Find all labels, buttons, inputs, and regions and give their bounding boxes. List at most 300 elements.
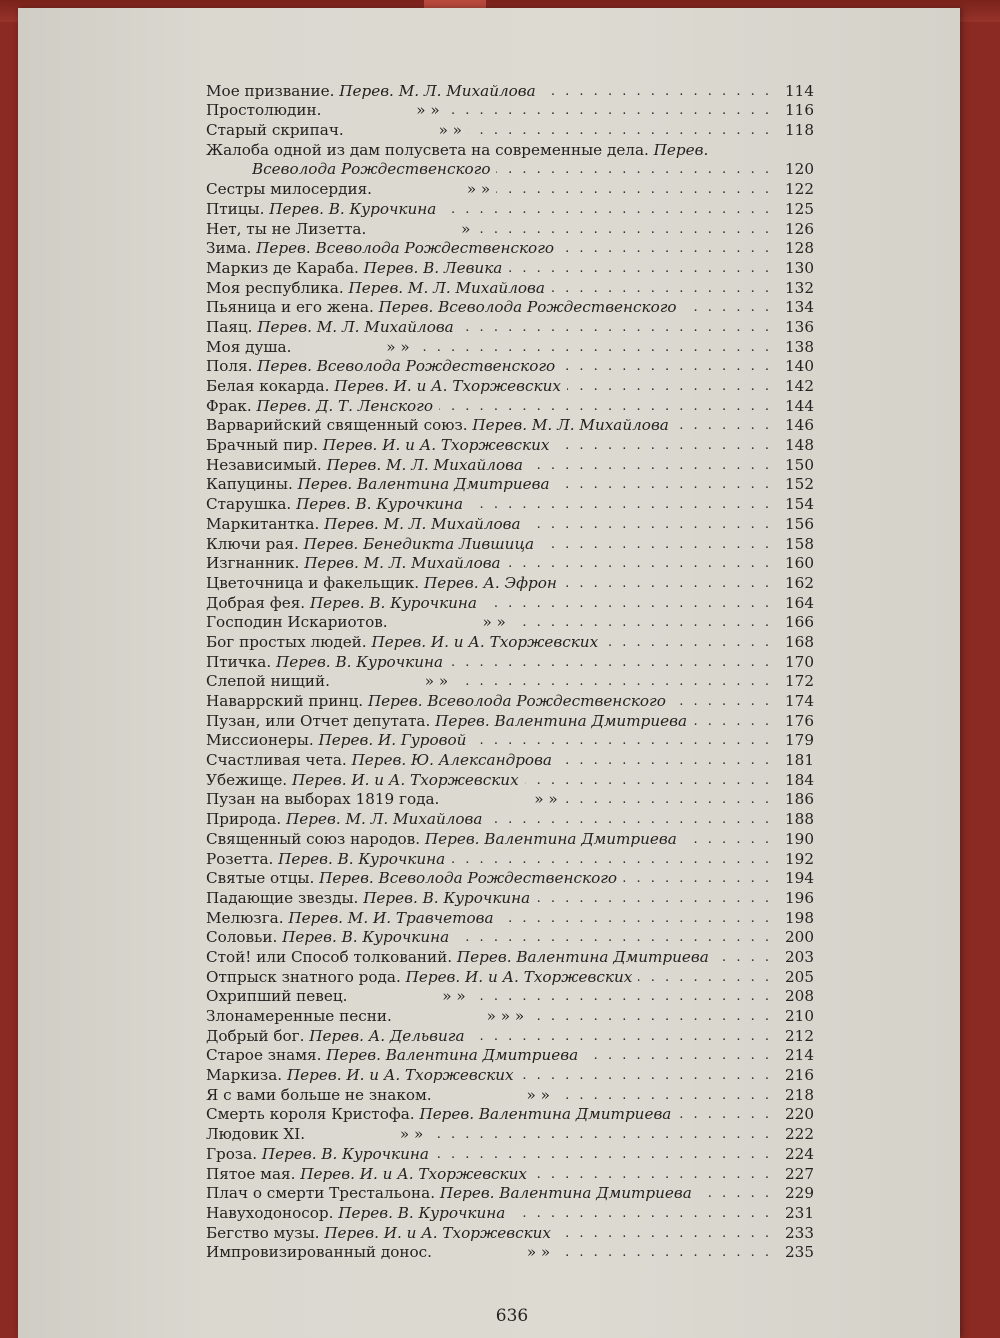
dot-leader (638, 970, 772, 984)
toc-entry (206, 848, 814, 868)
toc-entry (206, 1084, 814, 1104)
entry-title: Маркиз де Караба. (206, 259, 359, 277)
entry-page-number: 200 (785, 928, 814, 947)
entry-title: Нет, ты не Лизетта. (206, 220, 367, 238)
entry-text (206, 280, 545, 297)
entry-title: Смерть короля Кристофа. (206, 1106, 415, 1124)
entry-title: Жалоба одной из дам полусвета на современные дела. (206, 141, 649, 159)
entry-page-number: 118 (785, 121, 814, 140)
entry-title: Мое призвание. (206, 82, 335, 100)
entry-page-number: 154 (785, 495, 814, 514)
toc-entry (206, 297, 814, 317)
toc-entry (206, 395, 814, 415)
entry-title: Сестры милосердия. (206, 181, 372, 199)
entry-translator: Перев. Всеволода Рождественского (257, 358, 556, 376)
dot-leader (556, 1245, 772, 1259)
entry-title: Независимый. (206, 456, 322, 474)
entry-page-number: 160 (785, 554, 814, 573)
entry-text (206, 221, 470, 238)
entry-title: Поля. (206, 358, 253, 376)
toc-entry (206, 927, 814, 947)
entry-page-number: 168 (785, 632, 814, 651)
entry-text (206, 791, 558, 808)
dot-leader (555, 438, 772, 452)
entry-page-number: 231 (785, 1203, 814, 1222)
entry-page-number: 132 (785, 278, 814, 297)
entry-translator: » » (399, 1126, 424, 1144)
entry-page-number: 122 (785, 180, 814, 199)
entry-title: Старое знамя. (206, 1047, 322, 1065)
entry-text (206, 437, 549, 454)
toc-entry (206, 1064, 814, 1084)
dot-leader (429, 1127, 772, 1141)
dot-leader (604, 635, 772, 649)
toc-entry (206, 887, 814, 907)
entry-title: Старушка. (206, 496, 292, 514)
entry-translator: Перев. Валентина Дмитриева (424, 830, 677, 848)
entry-text (206, 1126, 423, 1143)
toc-entry (206, 533, 814, 553)
entry-text (206, 1185, 692, 1202)
entry-page-number: 229 (785, 1184, 814, 1203)
entry-title: Злонамеренные песни. (206, 1008, 392, 1025)
entry-translator: Перев. Валентина Дмитриева (419, 1106, 672, 1124)
entry-translator: Перев. В. Курочкина (296, 496, 464, 514)
entry-translator: Перев. И. Гуровой (318, 732, 467, 750)
dot-leader (623, 871, 772, 885)
toc-entry (206, 375, 814, 395)
dot-leader (557, 1226, 772, 1240)
table-of-contents (206, 80, 814, 1261)
entry-text (206, 673, 448, 690)
dot-leader (567, 379, 772, 393)
dot-leader (468, 123, 772, 137)
entry-title: Людовик XI. (206, 1126, 306, 1144)
entry-translator: Перев. Бенедикта Лившица (303, 535, 535, 553)
entry-translator: » » (534, 791, 558, 809)
entry-translator: Перев. Всеволода Рождественского (378, 299, 677, 317)
dot-leader (451, 852, 772, 866)
entry-translator: Перев. М. Л. Михайлова (348, 279, 545, 297)
entry-title: Гроза. (206, 1145, 258, 1163)
entry-title: Пьяница и его жена. (206, 299, 374, 317)
entry-text (206, 122, 462, 139)
page-number: 636 (495, 1306, 529, 1326)
toc-entry (206, 789, 814, 809)
entry-text (206, 260, 502, 277)
entry-translator: Перев. Валентина Дмитриева (297, 476, 550, 494)
entry-page-number: 194 (785, 869, 814, 888)
entry-translator: Перев. А. Эфрон (423, 574, 557, 592)
toc-entry (206, 553, 814, 573)
toc-entry (206, 710, 814, 730)
dot-leader (455, 930, 772, 944)
toc-entry (206, 572, 814, 592)
entry-title: Изгнанник. (206, 555, 300, 573)
entry-title: Импровизированный донос. (206, 1244, 432, 1262)
entry-page-number: 126 (785, 219, 814, 238)
dot-leader (449, 655, 772, 669)
dot-leader (527, 517, 772, 531)
dot-leader (472, 733, 772, 747)
dot-leader (469, 497, 772, 511)
dot-leader (536, 891, 772, 905)
entry-title: Навуходоносор. (206, 1204, 334, 1222)
entry-title: Птицы. (206, 200, 265, 218)
entry-text (252, 161, 490, 178)
dot-leader (416, 340, 772, 354)
entry-text (206, 575, 557, 592)
entry-page-number: 172 (785, 672, 814, 691)
toc-entry (206, 671, 814, 691)
entry-text (206, 201, 436, 218)
entry-title: Маркитантка. (206, 515, 320, 533)
entry-page-number: 156 (785, 514, 814, 533)
entry-text (206, 1028, 465, 1045)
entry-translator: » » (526, 1244, 551, 1262)
entry-translator: Перев. Всеволода Рождественского (256, 240, 555, 258)
dot-leader (508, 261, 772, 275)
entry-title: Зима. (206, 240, 252, 258)
entry-text (206, 1166, 527, 1183)
entry-page-number: 142 (785, 377, 814, 395)
dot-leader (530, 1009, 772, 1023)
entry-title: Пузан на выборах 1819 года. (206, 791, 440, 809)
toc-entry (206, 257, 814, 277)
entry-text (206, 240, 554, 257)
toc-entry (206, 1025, 814, 1045)
dot-leader (471, 1029, 772, 1043)
toc-entry (206, 454, 814, 474)
entry-text (206, 536, 534, 553)
entry-translator: Перев. В. Курочкина (261, 1145, 429, 1163)
entry-title: Я с вами больше не знаком. (206, 1086, 432, 1104)
entry-page-number: 134 (785, 298, 814, 317)
entry-title: Добрая фея. (206, 594, 306, 612)
toc-entry (206, 178, 814, 198)
entry-page-number: 203 (785, 947, 814, 966)
entry-page-number: 212 (785, 1026, 814, 1045)
entry-text (206, 870, 617, 887)
entry-title: Наваррский принц. (206, 693, 364, 710)
toc-entry (206, 612, 814, 632)
dot-leader (439, 399, 772, 413)
entry-text (206, 732, 466, 749)
entry-text (206, 890, 530, 907)
entry-text (206, 988, 466, 1005)
entry-text (206, 181, 490, 198)
entry-translator: » » (466, 181, 491, 199)
entry-page-number: 176 (785, 711, 814, 730)
entry-text (206, 496, 463, 513)
entry-translator: » » (424, 673, 449, 691)
entry-translator: Перев. В. Курочкина (276, 653, 444, 671)
entry-translator: Перев. Валентина Дмитриева (456, 948, 709, 966)
dot-leader (507, 556, 772, 570)
entry-page-number: 140 (785, 357, 814, 376)
dot-leader (454, 674, 772, 688)
entry-translator: Перев. Валентина Дмитриева (326, 1047, 579, 1065)
entry-page-number: 184 (785, 770, 814, 789)
dot-leader (483, 596, 772, 610)
toc-entry (206, 592, 814, 612)
dot-leader (558, 753, 772, 767)
entry-title: Миссионеры. (206, 732, 314, 750)
toc-entry (206, 1183, 814, 1203)
toc-entry (206, 356, 814, 376)
entry-title: Маркиза. (206, 1067, 283, 1085)
dot-leader (542, 84, 772, 98)
dot-leader (564, 792, 772, 806)
dot-leader (460, 320, 772, 334)
entry-page-number: 138 (785, 337, 814, 356)
entry-text (206, 752, 552, 769)
entry-page-number: 162 (785, 573, 814, 592)
entry-text (206, 634, 598, 651)
toc-entry (206, 828, 814, 848)
entry-translator: » » (416, 102, 440, 120)
entry-text (206, 398, 433, 415)
dot-leader (683, 832, 772, 846)
entry-text (206, 555, 501, 572)
entry-text (206, 1087, 550, 1104)
entry-page-number: 198 (785, 908, 814, 927)
dot-leader (533, 1167, 772, 1181)
entry-translator: » » (442, 988, 466, 1006)
entry-page-number: 181 (785, 751, 814, 770)
dot-leader (525, 773, 772, 787)
entry-title: Фрак. (206, 397, 252, 415)
entry-title: Ключи рая. (206, 535, 299, 553)
entry-text (206, 83, 536, 100)
toc-entry (206, 907, 814, 927)
entry-page-number: 136 (785, 317, 814, 336)
entry-text (206, 1244, 550, 1261)
entry-title: Пузан, или Отчет депутата. (206, 712, 431, 730)
entry-translator: Перев. В. Курочкина (278, 850, 446, 868)
entry-translator: Перев. Д. Т. Ленского (256, 397, 433, 415)
entry-text (206, 378, 561, 395)
dot-leader (476, 222, 772, 236)
dot-leader (714, 143, 772, 157)
dot-leader (442, 202, 772, 216)
entry-title: Варварийский священный союз. (206, 417, 468, 435)
toc-entry (206, 631, 814, 651)
toc-entry (206, 730, 814, 750)
dot-leader (677, 1107, 772, 1121)
entry-translator: Перев. М. Л. Михайлова (339, 82, 536, 100)
entry-text (206, 693, 666, 710)
entry-translator: Перев. Валентина Дмитриева (439, 1185, 692, 1203)
toc-entry (206, 493, 814, 513)
entry-page-number: 166 (785, 613, 814, 632)
entry-translator: Перев. И. и А. Тхоржевских (334, 378, 561, 395)
entry-text (206, 476, 550, 493)
entry-page-number: 130 (785, 258, 814, 277)
entry-translator: Перев. М. Л. Михайлова (257, 318, 454, 336)
toc-entry (206, 1045, 814, 1065)
entry-text (206, 319, 454, 336)
entry-text (206, 417, 669, 434)
entry-text (206, 595, 477, 612)
entry-page-number: 216 (785, 1066, 814, 1085)
toc-entry (206, 1123, 814, 1143)
toc-entry (206, 769, 814, 789)
dot-leader (556, 477, 772, 491)
entry-text (206, 614, 506, 631)
entry-page-number: 208 (785, 987, 814, 1006)
toc-entry (206, 946, 814, 966)
entry-page-number: 116 (785, 101, 814, 120)
dot-leader (584, 1048, 772, 1062)
entry-title: Паяц. (206, 318, 253, 336)
entry-title: Розетта. (206, 850, 274, 868)
entry-title: Простолюдин. (206, 102, 322, 120)
entry-page-number: 150 (785, 455, 814, 474)
entry-title: Слепой нищий. (206, 673, 330, 691)
toc-entry (206, 868, 814, 888)
book-page (18, 8, 960, 1338)
dot-leader (520, 1068, 772, 1082)
dot-leader (511, 1206, 772, 1220)
dot-leader (551, 281, 772, 295)
entry-title: Пятое мая. (206, 1165, 296, 1183)
entry-translator: » » (482, 614, 506, 632)
entry-page-number: 125 (785, 199, 814, 218)
entry-title: Падающие звезды. (206, 889, 359, 907)
dot-leader (472, 989, 772, 1003)
toc-entry (206, 651, 814, 671)
entry-page-number: 170 (785, 652, 814, 671)
toc-entry (206, 198, 814, 218)
entry-title: Стой! или Способ толкований. (206, 948, 453, 966)
entry-page-number: 214 (785, 1046, 814, 1065)
entry-page-number: 186 (785, 790, 814, 809)
entry-translator: » » (438, 122, 462, 140)
entry-page-number: 192 (785, 849, 814, 868)
entry-translator: Перев. М. Л. Михайлова (286, 811, 483, 829)
entry-title: Бог простых людей. (206, 633, 367, 651)
entry-text (206, 772, 519, 789)
entry-translator: Перев. И. и А. Тхоржевских (405, 968, 633, 986)
entry-text (206, 339, 410, 356)
toc-entry (206, 1202, 814, 1222)
entry-page-number: 164 (785, 593, 814, 612)
entry-page-number: 220 (785, 1105, 814, 1124)
entry-translator: Перев. (653, 141, 709, 159)
entry-title: Цветочница и факельщик. (206, 574, 420, 592)
dot-leader (435, 1147, 772, 1161)
entry-page-number: 146 (785, 416, 814, 435)
entry-text (206, 1225, 551, 1242)
entry-text (206, 811, 482, 828)
entry-title: Убежище. (206, 771, 288, 789)
entry-translator: Перев. Всеволода Рождественского (367, 693, 666, 710)
entry-translator: Перев. В. Курочкина (363, 889, 531, 907)
entry-title: Священный союз народов. (206, 830, 421, 848)
entry-translator: Перев. И. и А. Тхоржевских (371, 633, 599, 651)
entry-page-number: 128 (785, 239, 814, 258)
toc-entry (206, 139, 814, 159)
entry-translator: » (461, 220, 471, 238)
toc-entry (206, 986, 814, 1006)
toc-entry (206, 1242, 814, 1262)
entry-text (206, 654, 443, 671)
dot-leader (488, 812, 772, 826)
entry-page-number: 148 (785, 436, 814, 455)
entry-text (206, 1067, 514, 1084)
entry-translator: Перев. М. Л. Михайлова (324, 515, 521, 533)
entry-translator: Перев. И. и А. Тхоржевских (324, 1224, 551, 1242)
dot-leader (496, 162, 772, 176)
entry-page-number: 188 (785, 810, 814, 829)
dot-leader (540, 537, 772, 551)
entry-text (206, 142, 708, 159)
entry-page-number: 235 (785, 1243, 814, 1262)
entry-translator: Перев. В. Курочкина (338, 1204, 506, 1222)
entry-translator: Перев. М. И. Травчетова (288, 909, 494, 927)
toc-entry (206, 238, 814, 258)
entry-text (206, 713, 687, 730)
toc-entry (206, 1163, 814, 1183)
entry-text (206, 1146, 429, 1163)
toc-entry (206, 277, 814, 297)
toc-entry (206, 316, 814, 336)
entry-page-number: 190 (785, 829, 814, 848)
entry-translator: Перев. М. Л. Михайлова (304, 555, 501, 573)
entry-page-number: 120 (785, 160, 814, 179)
entry-text (206, 851, 445, 868)
dot-leader (446, 103, 772, 117)
entry-title: Старый скрипач. (206, 122, 344, 140)
dot-leader (672, 694, 772, 708)
entry-text (206, 1047, 578, 1064)
entry-page-number: 224 (785, 1144, 814, 1163)
dot-leader (561, 359, 772, 373)
dot-leader (560, 241, 772, 255)
entry-title: Моя душа. (206, 338, 292, 356)
entry-text (206, 1106, 671, 1123)
entry-title: Белая кокарда. (206, 378, 330, 395)
entry-text (206, 516, 521, 533)
entry-page-number: 222 (785, 1125, 814, 1144)
toc-entry (206, 434, 814, 454)
entry-translator: Перев. И. и А. Тхоржевских (286, 1067, 514, 1085)
toc-entry (206, 1222, 814, 1242)
entry-text (206, 457, 523, 474)
entry-title: Капуцины. (206, 476, 293, 494)
entry-translator: » » » (486, 1008, 525, 1025)
toc-entry (206, 80, 814, 100)
entry-text (206, 910, 494, 927)
entry-translator: Перев. М. Л. Михайлова (472, 417, 669, 435)
toc-entry (206, 1005, 814, 1025)
entry-title: Счастливая чета. (206, 752, 347, 770)
entry-translator: » » (386, 338, 410, 356)
entry-text (206, 358, 555, 375)
toc-entry (206, 415, 814, 435)
dot-leader (698, 1186, 772, 1200)
entry-title: Брачный пир. (206, 437, 318, 455)
entry-title: Добрый бог. (206, 1027, 305, 1045)
entry-translator: Перев. И. и А. Тхоржевских (291, 771, 519, 789)
entry-page-number: 144 (785, 396, 814, 415)
entry-translator: Перев. М. Л. Михайлова (326, 456, 523, 474)
entry-text (206, 1205, 505, 1222)
entry-title: Птичка. (206, 653, 272, 671)
toc-entry (206, 1143, 814, 1163)
entry-title: Святые отцы. (206, 870, 315, 888)
